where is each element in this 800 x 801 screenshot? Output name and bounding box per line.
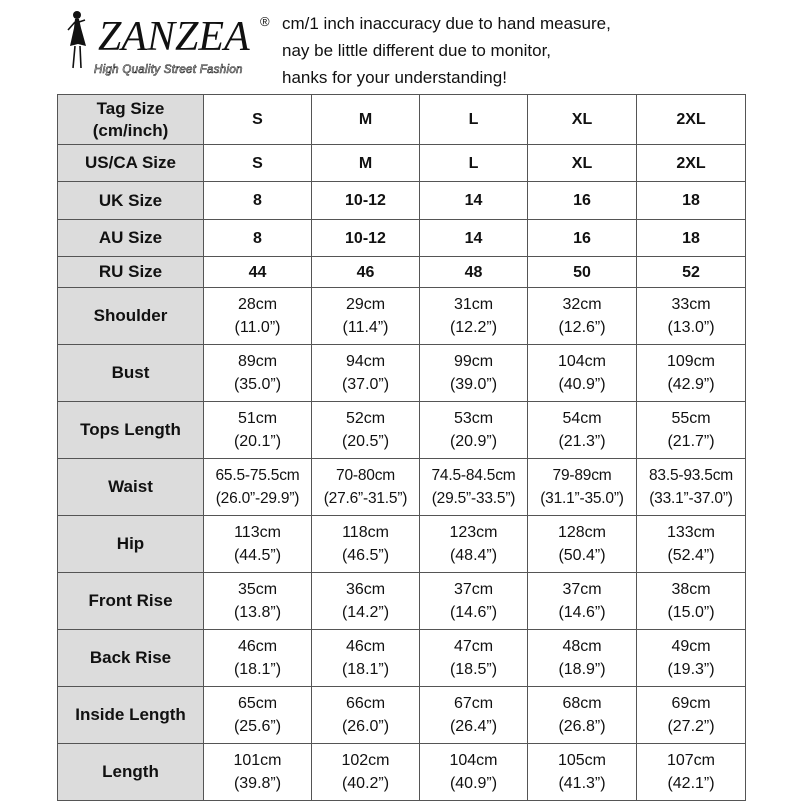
measurement-inch: (21.7”) [667,433,715,450]
measurement-inch: (40.9”) [449,775,498,792]
brand-logo [56,6,278,88]
size-cell: 46 [312,257,420,288]
measurement-label: Front Rise [58,573,204,630]
measurement-inch: (14.6”) [449,604,498,621]
measurement-cell [420,402,528,459]
size-cell: 48 [420,257,528,288]
size-cell: 50 [528,257,637,288]
measurement-cell [312,459,420,516]
measurement-inch: (20.5”) [341,433,390,450]
size-cell: 2XL [637,145,746,182]
size-cell: 18 [637,220,746,257]
size-row-tag [58,95,746,145]
measurement-inch: (48.4”) [449,547,498,564]
measurement-cell [637,744,746,801]
measurement-cell [528,516,637,573]
measurement-cm: 29cm [345,296,386,313]
measurement-inch: (13.0”) [667,319,715,336]
measurement-inch: (31.1”-35.0”) [540,490,624,507]
measurement-cm: 67cm [453,695,494,712]
measurement-cm: 48cm [562,638,602,655]
measurement-cell [637,687,746,744]
measurement-inch: (35.0”) [233,376,282,393]
size-cell: M [312,95,420,145]
measurement-inch: (50.4”) [558,547,606,564]
measurement-cell [637,345,746,402]
measurement-inch: (13.8”) [233,604,282,621]
measurement-inch: (11.4”) [342,319,389,336]
measurement-inch: (14.2”) [341,604,390,621]
measurement-cell [637,288,746,345]
row-label: UK Size [58,182,204,220]
measurement-cell [528,345,637,402]
measurement-cm: 36cm [345,581,386,598]
measurement-cm: 51cm [237,410,278,427]
measurement-cm: 46cm [237,638,278,655]
measurement-cm: 49cm [671,638,711,655]
measurement-cell [528,687,637,744]
size-cell: M [312,145,420,182]
measurement-cm: 107cm [666,752,716,769]
measurement-row [58,345,746,402]
row-label: AU Size [58,220,204,257]
measurement-inch: (41.3”) [558,775,606,792]
brand-tagline: High Quality Street Fashion [94,64,243,76]
measurement-inch: (18.1”) [341,661,390,678]
measurement-cm: 104cm [449,752,498,769]
size-row [58,257,746,288]
measurement-cm: 89cm [237,353,278,370]
measurement-cell [637,573,746,630]
measurement-cm: 32cm [562,296,602,313]
measurement-cm: 128cm [557,524,607,541]
page-header [0,0,800,94]
size-cell: S [204,95,312,145]
size-cell: S [204,145,312,182]
measurement-inch: (12.6”) [558,319,606,336]
measurement-cm: 109cm [666,353,716,370]
measurement-inch: (37.0”) [341,376,390,393]
measurement-row [58,402,746,459]
measurement-label: Inside Length [58,687,204,744]
measurement-inch: (46.5”) [341,547,390,564]
measurement-inch: (20.9”) [449,433,498,450]
measurement-inch: (33.1”-37.0”) [649,490,733,507]
measurement-cm: 54cm [562,410,602,427]
measurement-cm: 53cm [453,410,494,427]
measurement-cell [420,687,528,744]
measurement-inch: (26.0”) [341,718,390,735]
measurement-inch: (27.2”) [667,718,715,735]
measurement-cell [204,459,312,516]
row-label: RU Size [58,257,204,288]
measurement-cm: 37cm [562,581,602,598]
size-row [58,220,746,257]
measurement-inch: (29.5”-33.5”) [431,490,516,507]
measurement-cm: 38cm [671,581,711,598]
measurement-inch: (26.8”) [558,718,606,735]
measurement-cell [420,744,528,801]
measurement-cell [637,630,746,687]
measurement-inch: (27.6”-31.5”) [323,490,408,507]
row-label: Tag Size (cm/inch) [58,95,204,145]
measurement-row [58,459,746,516]
measurement-inch: (19.3”) [667,661,715,678]
measurement-inch: (21.3”) [558,433,606,450]
measurement-cell [204,516,312,573]
measurement-cm: 66cm [345,695,386,712]
measurement-inch: (40.9”) [558,376,606,393]
measurement-label: Waist [58,459,204,516]
size-cell: L [420,145,528,182]
measurement-cell [637,402,746,459]
measurement-cm: 133cm [666,524,716,541]
measurement-cell [204,345,312,402]
measurement-cm: 118cm [342,524,389,541]
measurement-cm: 105cm [557,752,607,769]
measurement-cell [420,630,528,687]
measurement-cell [528,459,637,516]
size-cell: 10-12 [312,182,420,220]
measurement-row [58,573,746,630]
measurement-cell [637,516,746,573]
measurement-cm: 70-80cm [336,467,395,484]
measurement-cm: 94cm [345,353,386,370]
size-cell: L [420,95,528,145]
measurement-row [58,687,746,744]
measurement-inch: (26.4”) [449,718,498,735]
size-cell: XL [528,95,637,145]
measurement-cell [420,288,528,345]
measurement-cm: 79-89cm [552,467,612,484]
measurement-cm: 33cm [671,296,711,313]
measurement-cell [528,573,637,630]
measurement-cm: 102cm [341,752,390,769]
measurement-cell [528,288,637,345]
measurement-cm: 31cm [453,296,494,313]
size-cell: 2XL [637,95,746,145]
measurement-cell [528,630,637,687]
measurement-cm: 65.5-75.5cm [215,467,300,484]
measurement-inch: (26.0”-29.9”) [215,490,300,507]
measurement-label: Hip [58,516,204,573]
measurement-cm: 83.5-93.5cm [649,467,733,484]
measurement-cell [312,744,420,801]
measurement-cell [528,744,637,801]
measurement-cm: 65cm [237,695,278,712]
note-line: hanks for your understanding! [282,68,507,87]
measurement-row [58,630,746,687]
measurement-inch: (20.1”) [233,433,282,450]
measurement-inch: (42.9”) [667,376,715,393]
measurement-notes [282,10,792,91]
measurement-inch: (39.0”) [449,376,498,393]
measurement-cell [312,516,420,573]
size-cell: 10-12 [312,220,420,257]
size-cell: 18 [637,182,746,220]
measurement-cell [312,687,420,744]
size-cell: XL [528,145,637,182]
measurement-inch: (14.6”) [558,604,606,621]
measurement-inch: (39.8”) [233,775,282,792]
measurement-label: Shoulder [58,288,204,345]
measurement-inch: (25.6”) [233,718,282,735]
size-chart-body [58,95,746,801]
size-cell: 14 [420,182,528,220]
measurement-cell [312,573,420,630]
measurement-cell [204,573,312,630]
measurement-cm: 101cm [233,752,282,769]
measurement-inch: (18.9”) [558,661,606,678]
measurement-cell [420,516,528,573]
size-cell: 14 [420,220,528,257]
size-row [58,182,746,220]
measurement-cm: 52cm [345,410,386,427]
size-cell: 52 [637,257,746,288]
note-line: nay be little different due to monitor, [282,41,552,60]
measurement-cm: 68cm [562,695,602,712]
measurement-inch: (52.4”) [667,547,715,564]
size-cell: 16 [528,182,637,220]
measurement-cm: 99cm [453,353,494,370]
measurement-inch: (11.0”) [234,319,281,336]
measurement-cm: 28cm [237,296,278,313]
measurement-cell [204,402,312,459]
measurement-cm: 55cm [671,410,711,427]
measurement-cell [312,402,420,459]
measurement-label: Tops Length [58,402,204,459]
size-row [58,145,746,182]
measurement-cm: 104cm [557,353,607,370]
measurement-cm: 46cm [345,638,386,655]
measurement-cell [420,459,528,516]
size-cell: 16 [528,220,637,257]
measurement-cell [204,687,312,744]
measurement-cell [420,573,528,630]
size-cell: 8 [204,182,312,220]
measurement-cell [204,630,312,687]
registered-mark: ® [260,14,270,29]
measurement-cell [637,459,746,516]
measurement-inch: (15.0”) [667,604,715,621]
measurement-cell [204,744,312,801]
measurement-cm: 74.5-84.5cm [431,467,516,484]
measurement-cm: 69cm [671,695,711,712]
measurement-cell [420,345,528,402]
measurement-inch: (44.5”) [233,547,282,564]
measurement-label: Bust [58,345,204,402]
measurement-cm: 47cm [453,638,494,655]
measurement-inch: (18.1”) [233,661,282,678]
measurement-row [58,288,746,345]
measurement-cell [204,288,312,345]
measurement-cell [528,402,637,459]
measurement-inch: (12.2”) [449,319,498,336]
brand-name: ZANZEA [98,14,250,60]
measurement-cell [312,630,420,687]
measurement-label: Back Rise [58,630,204,687]
size-chart-table [57,94,746,801]
measurement-cell [312,288,420,345]
measurement-cell [312,345,420,402]
row-label: US/CA Size [58,145,204,182]
measurement-inch: (42.1”) [667,775,715,792]
measurement-label: Length [58,744,204,801]
size-cell: 44 [204,257,312,288]
measurement-cm: 35cm [237,581,278,598]
measurement-row [58,516,746,573]
measurement-cm: 37cm [453,581,494,598]
measurement-cm: 113cm [234,524,281,541]
size-cell: 8 [204,220,312,257]
measurement-row [58,744,746,801]
measurement-cm: 123cm [449,524,498,541]
note-line: cm/1 inch inaccuracy due to hand measure, [282,14,611,33]
measurement-inch: (18.5”) [449,661,498,678]
measurement-inch: (40.2”) [341,775,390,792]
